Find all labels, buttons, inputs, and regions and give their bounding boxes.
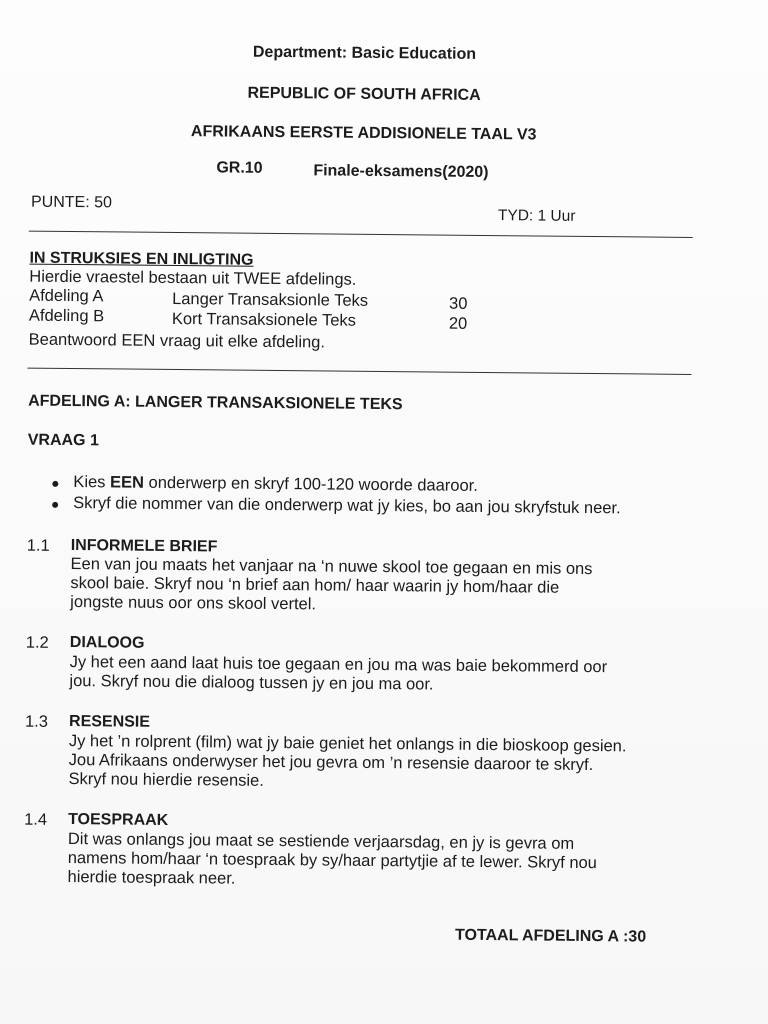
section-a-marks: 30 <box>449 294 468 313</box>
topic-title: RESENSIE <box>68 713 151 731</box>
question-heading: VRAAG 1 <box>27 431 99 450</box>
topic-line: Een van jou maats het vanjaar na ‘n nuwe skool toe gegaan en mis ons <box>70 555 593 579</box>
topic-body <box>68 732 687 795</box>
time-label: TYD: 1 Uur <box>497 207 576 225</box>
section-a-total: TOTAAL AFDELING A :30 <box>454 926 647 946</box>
republic-heading: REPUBLIC OF SOUTH AFRICA <box>247 84 481 104</box>
bullet-item-2: Skryf die nommer van die onderwerp wat jy kies, bo aan jou skryfstuk neer. <box>73 494 621 518</box>
section-a-label: Afdeling A <box>29 286 104 306</box>
marks-label: PUNTE: 50 <box>30 193 113 212</box>
topic-line: Jy het een aand laat huis toe gegaan en jou ma was baie bekommerd oor <box>69 653 608 677</box>
section-b-title: Kort Transaksionele Teks <box>171 309 357 330</box>
topic-line: Jy het ’n rolprent (film) wat jy baie geniet het onlangs in die bioskoop gesien. <box>68 732 627 756</box>
divider-top <box>29 231 693 238</box>
section-a-heading: AFDELING A: LANGER TRANSAKSIONELE TEKS <box>28 392 403 414</box>
bullet-icon <box>52 481 58 487</box>
topic-body <box>70 555 689 618</box>
topic-title: TOESPRAAK <box>68 811 169 829</box>
bullet-item-1 <box>73 473 478 496</box>
topic-line: namens hom/haar ‘n toespraak by sy/haar partytjie af te lewer. Skryf nou <box>67 849 597 873</box>
bullet-1-bold: EEN <box>109 473 145 492</box>
grade-label: GR.10 <box>216 159 263 177</box>
instructions-line-last: Beantwoord EEN vraag uit elke afdeling. <box>28 330 326 352</box>
department-heading: Department: Basic Education <box>252 43 477 63</box>
topic-number: 1.3 <box>24 712 49 731</box>
topic-line: Jou Afrikaans onderwyser het jou gevra om ’n resensie daaroor te skryf. <box>68 751 594 775</box>
topic-line: jongste nuus oor ons skool vertel. <box>70 593 317 614</box>
section-b-marks: 20 <box>448 314 468 333</box>
topic-line: skool baie. Skryf nou ‘n brief aan hom/ haar waarin jy hom/haar die <box>70 574 560 597</box>
exam-label: Finale-eksamens(2020) <box>313 162 489 182</box>
topic-number: 1.2 <box>25 633 49 652</box>
bullet-1-post: onderwerp en skryf 100-120 woorde daaroor. <box>143 473 478 495</box>
subject-heading: AFRIKAANS EERSTE ADDISIONELE TAAL V3 <box>190 123 537 144</box>
section-b-label: Afdeling B <box>28 306 105 326</box>
topic-line: Dit was onlangs jou maat se sestiende verjaarsdag, en jy is gevra om <box>67 830 575 853</box>
divider-bottom <box>27 368 691 375</box>
topic-body <box>69 653 687 697</box>
instructions-line1: Hierdie vraestel bestaan uit TWEE afdelings. <box>29 267 357 289</box>
section-a-title: Langer Transaksionle Teks <box>172 289 369 310</box>
instructions-heading: IN STRUKSIES EN INLIGTING <box>29 249 254 269</box>
topic-body <box>67 830 686 893</box>
topic-number: 1.4 <box>24 810 48 829</box>
topic-title: DIALOOG <box>69 634 145 652</box>
bullet-icon <box>52 502 58 508</box>
topic-title: INFORMELE BRIEF <box>70 537 218 556</box>
topic-line: jou. Skryf nou die dialoog tussen jy en jou ma oor. <box>69 672 434 694</box>
topic-line: hierdie toespraak neer. <box>67 868 236 888</box>
bullet-1-pre: Kies <box>73 473 111 492</box>
topic-line: Skryf nou hierdie resensie. <box>68 770 264 790</box>
topic-number: 1.1 <box>26 536 50 555</box>
